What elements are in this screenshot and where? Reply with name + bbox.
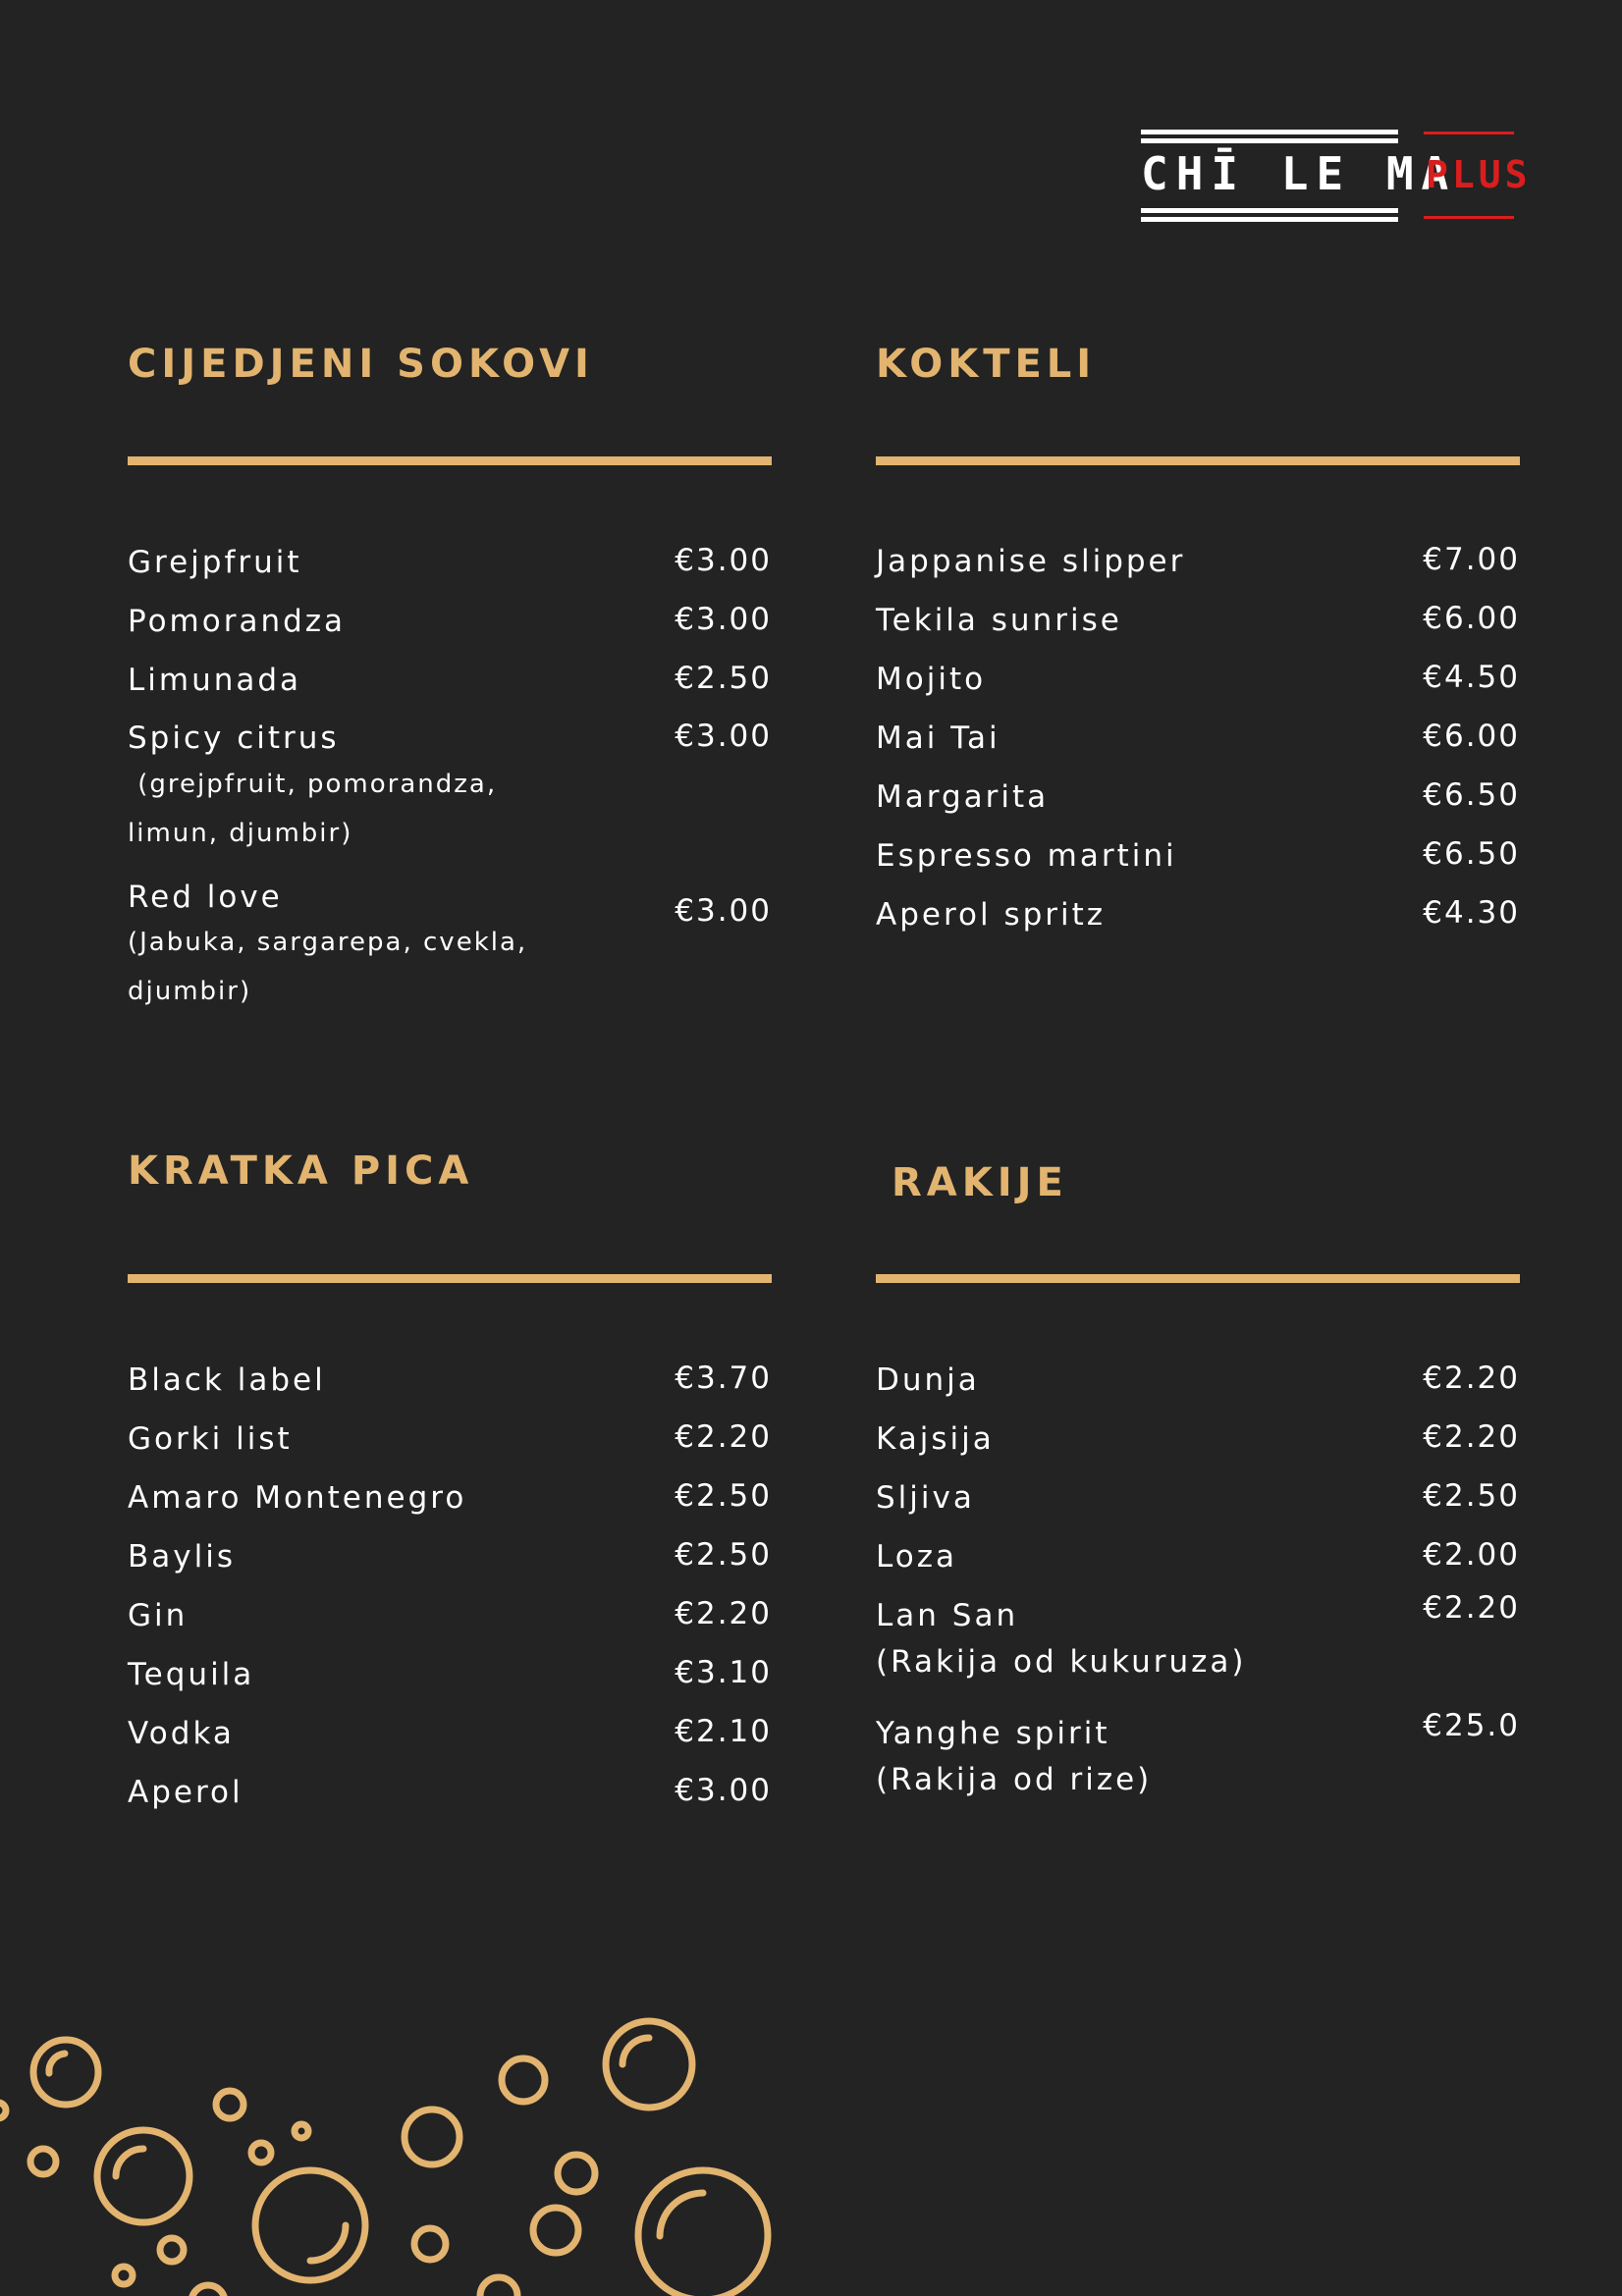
brand-logo [1141, 130, 1532, 224]
bubble [414, 2228, 446, 2260]
item-price: €2.00 [1423, 1537, 1520, 1573]
item-name: Dunja [876, 1362, 980, 1398]
item-price: €4.30 [1423, 895, 1520, 931]
section-title: KOKTELI [876, 342, 1097, 387]
bubble [533, 2208, 578, 2253]
logo-bar [1141, 138, 1398, 143]
item-name: Kajsija [876, 1421, 995, 1457]
bubble-highlight [49, 2054, 65, 2073]
bubble [558, 2155, 595, 2192]
item-name: Sljiva [876, 1480, 975, 1516]
item-name: Spicy citrus [128, 721, 340, 756]
item-name: Vodka [128, 1716, 235, 1751]
logo-bar [1141, 217, 1398, 222]
item-name: Baylis [128, 1539, 236, 1575]
section-title: KRATKA PICA [128, 1148, 474, 1194]
section-divider [128, 1274, 772, 1283]
item-price: €3.00 [675, 602, 772, 637]
item-name: Amaro Montenegro [128, 1480, 467, 1516]
item-name: Red love [128, 880, 283, 915]
bubble [502, 2058, 545, 2102]
item-name: Tekila sunrise [876, 603, 1122, 638]
item-price: €3.70 [675, 1361, 772, 1396]
item-name: Lan San [876, 1598, 1019, 1633]
item-name: Margarita [876, 779, 1050, 815]
item-description: limun, djumbir) [128, 819, 353, 848]
item-price: €2.10 [675, 1714, 772, 1749]
item-description: djumbir) [128, 977, 252, 1006]
logo-bar-red [1424, 216, 1514, 219]
item-name: Gin [128, 1598, 189, 1633]
item-price: €6.50 [1423, 836, 1520, 872]
item-description: (Rakija od kukuruza) [876, 1644, 1247, 1680]
bubble [216, 2091, 243, 2118]
item-price: €6.00 [1423, 719, 1520, 754]
item-price: €3.10 [675, 1655, 772, 1690]
item-name: Gorki list [128, 1421, 293, 1457]
bubble [33, 2040, 98, 2105]
item-price: €2.20 [675, 1419, 772, 1455]
item-description: (Rakija od rize) [876, 1762, 1153, 1797]
item-price: €2.20 [1423, 1419, 1520, 1455]
bubble [480, 2277, 517, 2296]
bubble [30, 2149, 56, 2174]
item-name: Tequila [128, 1657, 255, 1692]
bubble [606, 2021, 692, 2108]
section-divider [876, 456, 1520, 465]
logo-bar [1141, 208, 1398, 213]
bubble-highlight [116, 2149, 143, 2176]
item-name: Jappanise slipper [876, 544, 1186, 579]
item-price: €6.00 [1423, 601, 1520, 636]
item-price: €3.00 [675, 543, 772, 578]
item-price: €7.00 [1423, 542, 1520, 577]
item-price: €6.50 [1423, 777, 1520, 813]
section-title: CIJEDJENI SOKOVI [128, 342, 594, 387]
bubble-highlight [310, 2225, 346, 2261]
item-name: Mai Tai [876, 721, 1000, 756]
item-price: €25.0 [1423, 1708, 1520, 1743]
item-price: €2.50 [1423, 1478, 1520, 1514]
item-name: Aperol [128, 1775, 243, 1810]
item-price: €2.50 [675, 1537, 772, 1573]
item-name: Yanghe spirit [876, 1716, 1110, 1751]
item-name: Aperol spritz [876, 897, 1107, 933]
bubbles-decoration [0, 1993, 805, 2296]
item-name: Grejpfruit [128, 545, 302, 580]
item-price: €3.00 [675, 719, 772, 754]
item-price: €2.50 [675, 1478, 772, 1514]
logo-main-text: CHĪ LE MA [1141, 147, 1457, 200]
item-name: Pomorandza [128, 604, 347, 639]
bubble [97, 2130, 189, 2222]
section-divider [128, 456, 772, 465]
item-price: €2.20 [1423, 1361, 1520, 1396]
item-name: Loza [876, 1539, 957, 1575]
item-name: Limunada [128, 663, 302, 698]
item-price: €2.50 [675, 661, 772, 696]
bubble [160, 2238, 184, 2262]
item-name: Mojito [876, 662, 987, 697]
item-price: €4.50 [1423, 660, 1520, 695]
logo-plus-text: PLUS [1426, 153, 1532, 196]
bubble [405, 2109, 460, 2164]
item-price: €3.00 [675, 893, 772, 929]
item-name: Black label [128, 1362, 326, 1398]
section-divider [876, 1274, 1520, 1283]
bubble [0, 2103, 6, 2118]
logo-bar [1141, 130, 1398, 134]
item-name: Espresso martini [876, 838, 1177, 874]
item-price: €2.20 [675, 1596, 772, 1631]
logo-bar-red [1424, 132, 1514, 134]
item-price: €3.00 [675, 1773, 772, 1808]
item-price: €2.20 [1423, 1590, 1520, 1626]
bubble [295, 2124, 308, 2138]
bubble [251, 2143, 271, 2163]
item-description: (Jabuka, sargarepa, cvekla, [128, 928, 528, 957]
bubble-highlight [622, 2038, 649, 2064]
item-description: (grejpfruit, pomorandza, [128, 770, 498, 799]
bubble [115, 2267, 133, 2284]
bubble-highlight [660, 2193, 703, 2236]
section-title: RAKIJE [892, 1160, 1068, 1205]
bubble [191, 2285, 225, 2296]
